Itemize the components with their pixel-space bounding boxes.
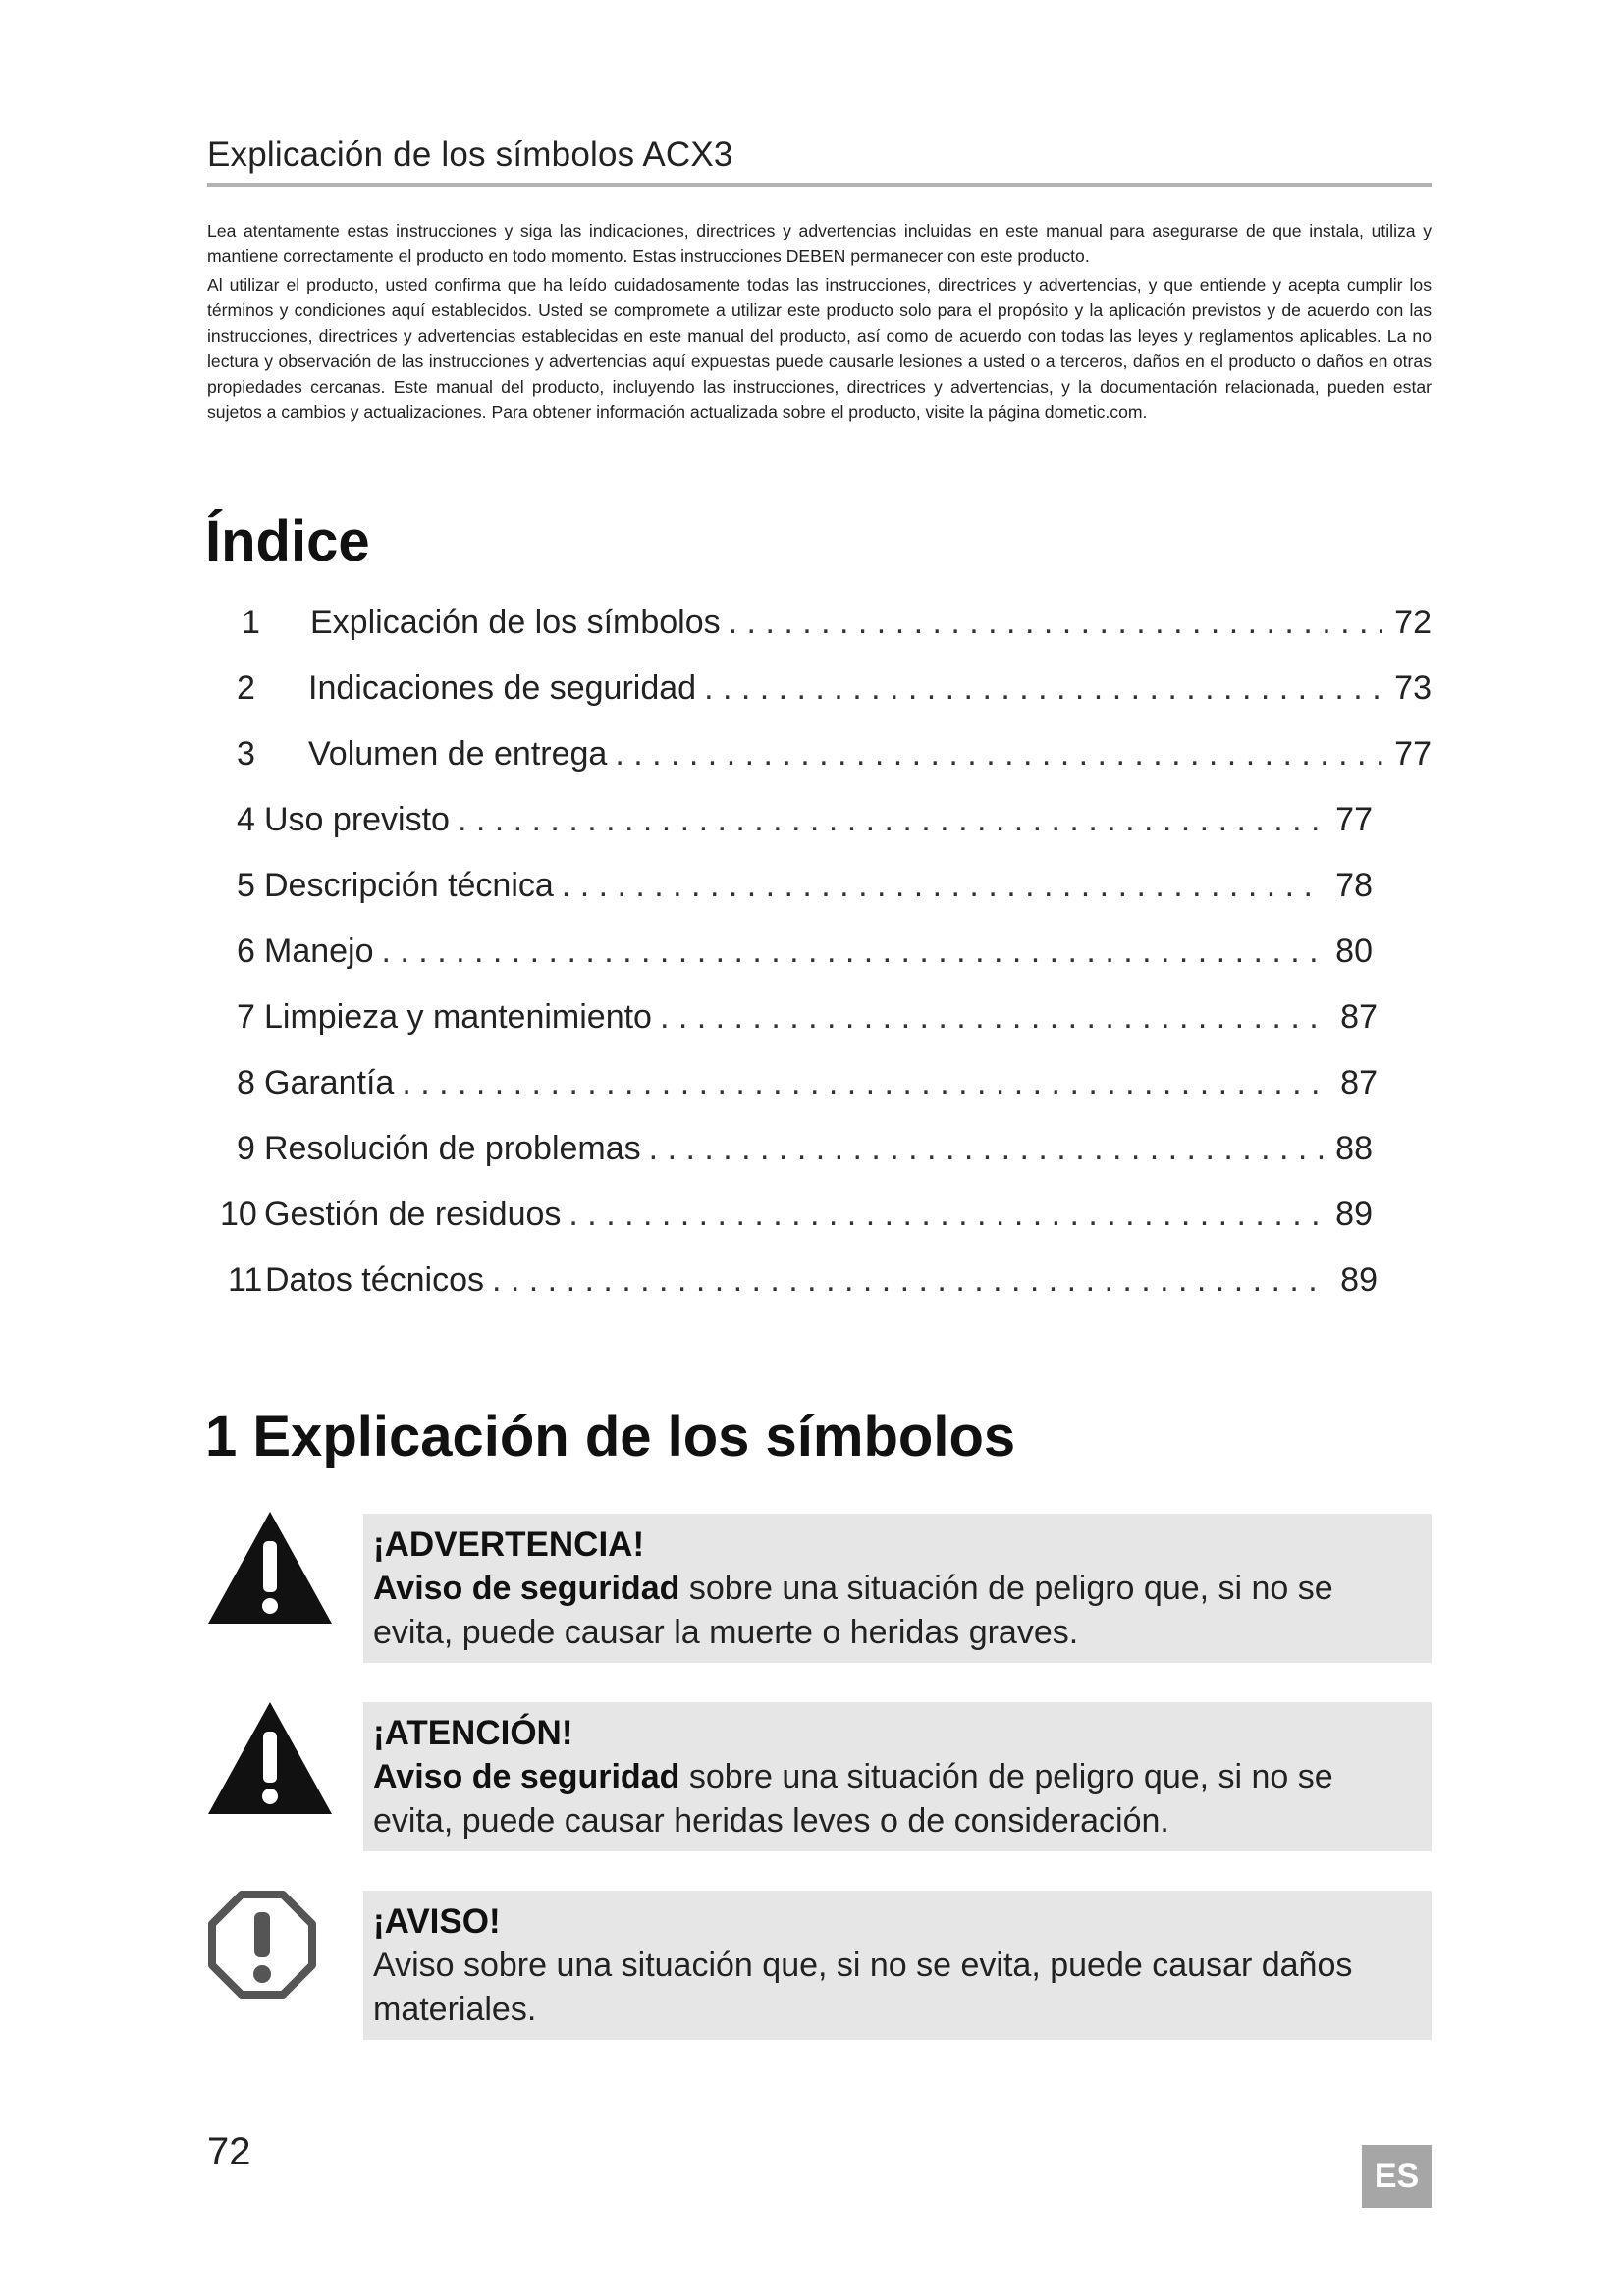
- notice-body: sobre una situación de peligro que, si no se evita, puede causar heridas leves o de consideración.: [373, 1758, 1333, 1840]
- toc-dot-leader: [660, 998, 1328, 1037]
- toc-entry-number: 3: [237, 735, 255, 773]
- warning-notice: [363, 1514, 1432, 1663]
- toc-entry-title: Explicación de los símbolos: [310, 604, 721, 641]
- index-heading: Índice: [205, 509, 370, 573]
- toc-entry-page: 89: [1340, 1261, 1378, 1299]
- toc-entry[interactable]: [237, 867, 1373, 918]
- toc-entry-number: 1: [242, 604, 260, 641]
- toc-dot-leader: [615, 735, 1382, 774]
- toc-entry[interactable]: [237, 801, 1373, 852]
- warning-triangle-icon: [206, 1700, 334, 1816]
- toc-entry-title: Limpieza y mantenimiento: [264, 998, 652, 1036]
- toc-entry-page: 72: [1394, 604, 1432, 641]
- toc-entry-number: 4: [237, 801, 255, 838]
- toc-dot-leader: [704, 669, 1382, 708]
- toc-dot-leader: [458, 801, 1324, 839]
- notice-body: Aviso sobre una situación que, si no se evita, puede causar daños materiales.: [373, 1947, 1353, 2028]
- notice-label: ¡ADVERTENCIA!: [373, 1525, 645, 1564]
- toc-entry[interactable]: [237, 998, 1378, 1049]
- notice-bold-lead: Aviso de seguridad: [373, 1758, 680, 1795]
- toc-dot-leader: [568, 1196, 1324, 1234]
- toc-dot-leader: [492, 1261, 1328, 1300]
- notice-text: [373, 1567, 1416, 1655]
- toc-entry[interactable]: [237, 669, 1432, 721]
- toc-entry-number: 8: [237, 1064, 255, 1101]
- toc-entry-title: Resolución de problemas: [264, 1130, 641, 1167]
- intro-paragraph: Al utilizar el producto, usted confirma que ha leído cuidadosamente todas las instrucciones, directrices y advertencias, y que entiende y acepta cumplir los términos y condiciones aquí establecidos. Usted se compromete a utilizar este producto solo para el propósito y la aplicación previstos y de acuerdo con las instrucciones, directrices y advertencias establecidas en este manual del producto, así como de acuerdo con todas las leyes y reglamentos aplicables. La no lectura y observación de las instrucciones y advertencias aquí expuestas puede causarle lesiones a usted o a terceros, daños en el producto o daños en otras propiedades cercanas. Este manual del producto, incluyendo las instrucciones, directrices y advertencias, y la documentación relacionada, pueden estar sujetos a cambios y actualizaciones. Para obtener información actualizada sobre el producto, visite la página dometic.com.: [207, 275, 1432, 422]
- notice-text: [373, 1755, 1416, 1843]
- toc-entry[interactable]: [237, 735, 1432, 786]
- toc-dot-leader: [562, 867, 1324, 905]
- toc-entry[interactable]: [237, 933, 1373, 984]
- page-number: 72: [207, 2130, 251, 2173]
- caution-notice: [363, 1702, 1432, 1851]
- toc-entry-page: 73: [1394, 669, 1432, 707]
- toc-entry-page: 87: [1340, 1064, 1378, 1101]
- toc-entry[interactable]: [237, 1064, 1378, 1115]
- toc-entry[interactable]: [242, 604, 1432, 655]
- toc-entry[interactable]: [220, 1196, 1373, 1247]
- toc-entry-number: 7: [237, 998, 255, 1036]
- toc-entry-page: 80: [1335, 933, 1373, 970]
- notice-label: ¡AVISO!: [373, 1902, 501, 1941]
- toc-entry-page: 88: [1335, 1130, 1373, 1167]
- toc-entry-number: 10: [220, 1196, 257, 1233]
- toc-entry-number: 6: [237, 933, 255, 970]
- toc-dot-leader: [729, 604, 1383, 642]
- notice-bold-lead: Aviso de seguridad: [373, 1570, 680, 1607]
- toc-dot-leader: [402, 1064, 1328, 1102]
- toc-entry-number: 5: [237, 867, 255, 904]
- toc-entry-number: 11: [228, 1261, 263, 1299]
- notice-text: [373, 1944, 1416, 2032]
- toc-entry-title: Volumen de entrega: [308, 735, 608, 773]
- language-badge: ES: [1362, 2145, 1432, 2208]
- toc-entry-page: 77: [1335, 801, 1373, 838]
- toc-entry-title: Indicaciones de seguridad: [308, 669, 697, 707]
- toc-entry-title: Garantía: [264, 1064, 395, 1101]
- intro-paragraph: Lea atentamente estas instrucciones y siga las indicaciones, directrices y advertencias incluidas en este manual para asegurarse de que instala, utiliza y mantiene correctamente el producto en todo momento. Estas instrucciones DEBEN permanecer con este producto.: [207, 221, 1432, 266]
- notice-body: sobre una situación de peligro que, si no se evita, puede causar la muerte o heridas graves.: [373, 1570, 1333, 1651]
- toc-entry-title: Datos técnicos: [265, 1261, 484, 1299]
- octagon-exclamation-icon: [206, 1889, 318, 2001]
- notice-box: [363, 1891, 1432, 2040]
- toc-entry-title: Manejo: [264, 933, 374, 970]
- section-heading: 1 Explicación de los símbolos: [205, 1405, 1016, 1468]
- warning-triangle-icon: [206, 1510, 334, 1626]
- toc-entry[interactable]: [228, 1261, 1378, 1312]
- page-header-title: Explicación de los símbolos ACX3: [207, 135, 733, 174]
- toc-entry-page: 87: [1340, 998, 1378, 1036]
- toc-entry-title: Uso previsto: [264, 801, 450, 838]
- toc-entry[interactable]: [237, 1130, 1373, 1181]
- notice-label: ¡ATENCIÓN!: [373, 1714, 573, 1752]
- toc-dot-leader: [382, 933, 1325, 971]
- intro-text: [207, 218, 1432, 428]
- toc-entry-title: Descripción técnica: [264, 867, 554, 904]
- toc-entry-number: 2: [237, 669, 255, 707]
- toc-entry-title: Gestión de residuos: [264, 1196, 562, 1233]
- toc-entry-page: 78: [1335, 867, 1373, 904]
- toc-entry-number: 9: [237, 1130, 255, 1167]
- toc-dot-leader: [649, 1130, 1325, 1168]
- toc-entry-page: 89: [1335, 1196, 1373, 1233]
- toc-entry-page: 77: [1394, 735, 1432, 773]
- header-divider: [207, 183, 1432, 187]
